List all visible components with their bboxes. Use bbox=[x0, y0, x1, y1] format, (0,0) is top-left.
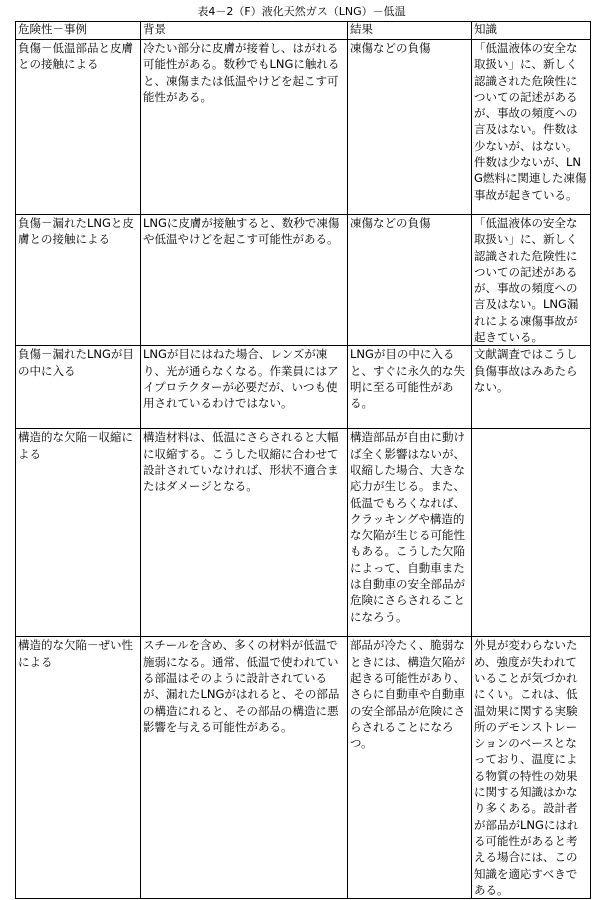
cell-background: LNGに皮膚が接触すると、数秒で凍傷や低温やけどを起こす可能性がある。 bbox=[141, 215, 348, 346]
cell-hazard: 負傷－漏れたLNGと皮膚との接触による bbox=[16, 215, 141, 346]
cell-hazard: 負傷－低温部品と皮膚との接触による bbox=[16, 40, 141, 215]
table-title: 表4－2（F）液化天然ガス（LNG）－低温 bbox=[197, 5, 406, 18]
header-hazard: 危険性－事例 bbox=[16, 22, 141, 40]
cell-hazard: 構造的な欠陥－収縮による bbox=[16, 429, 141, 637]
cell-knowledge bbox=[472, 429, 591, 637]
table-row bbox=[16, 429, 591, 637]
cell-background: LNGが目にはねた場合、レンズが凍り、光が通らなくなる。作業員にはアイプロテクターが必要だが、いつも使用されているわけではない。 bbox=[141, 346, 348, 429]
header-result: 結果 bbox=[348, 22, 472, 40]
table-row bbox=[16, 40, 591, 215]
cell-background: 構造材料は、低温にさらされると大幅に収縮する。こうした収縮に合わせて設計されていなければ、形状不適合またはダメージとなる。 bbox=[141, 429, 348, 637]
cell-knowledge: 「低温液体の安全な取扱い」に、新しく認識された危険性についての記述があるが、事故の頻度への言及はない。LNG漏れによる凍傷事故が起きている。 bbox=[472, 215, 591, 346]
cell-background: スチールを含め、多くの材料が低温で施弱になる。通常、低温で使われている部温はそのように設計されているが、漏れたLNGがはれると、その部品の構造にれると、その部品の構造に悪影響を与える可能性がある。 bbox=[141, 637, 348, 899]
cell-knowledge: 文献調査ではこうし負傷事故はみあたらない。 bbox=[472, 346, 591, 429]
cell-knowledge: 「低温液体の安全な取扱い」に、新しく認識された危険性についての記述があるが、事故の頻度への言及はない。件数は少ないが、はない。件数は少ないが、LNG燃料に関連した凍傷事故が起きている。 bbox=[472, 40, 591, 215]
cell-knowledge: 外見が変わらないため、強度が失われていることが気づかれにくい。これは、低温効果に関する実験所のデモンストレーションのベースとなっており、温度による物質の特性の効果に関する知識はかなり多くある。設計者が部品がLNGにはれる可能性があると考える場合には、この知識を適応すべきである。 bbox=[472, 637, 591, 899]
header-background: 背景 bbox=[141, 22, 348, 40]
cell-hazard: 構造的な欠陥－ぜい性による bbox=[16, 637, 141, 899]
cell-result: 構造部品が自由に動けば全く影響はないが、収縮した場合、大きな応力が生じる。また、低温でもろくなれば、クラッキングや構造的な欠陥が生じる可能性もある。こうした欠陥によって、自動車または自動車の安全部品が危険にさらされることになろう。 bbox=[348, 429, 472, 637]
table-row bbox=[16, 637, 591, 899]
header-row bbox=[16, 22, 591, 40]
cell-background: 冷たい部分に皮膚が接着し、はがれる可能性がある。数秒でもLNGに触れると、凍傷または低温やけどを起こす可能性がある。 bbox=[141, 40, 348, 215]
cell-result: LNGが目の中に入ると、すぐに永久的な失明に至る可能性がある。 bbox=[348, 346, 472, 429]
cell-hazard: 負傷－漏れたLNGが目の中に入る bbox=[16, 346, 141, 429]
cell-result: 部品が冷たく、脆弱なときには、構造欠陥が起きる可能性があり、さらに自動車や自動車の安全部品が危険にさらされることになろつ。 bbox=[348, 637, 472, 899]
table-row bbox=[16, 215, 591, 346]
hazard-table bbox=[15, 21, 591, 899]
cell-result: 凍傷などの負傷 bbox=[348, 215, 472, 346]
cell-result: 凍傷などの負傷 bbox=[348, 40, 472, 215]
table-row bbox=[16, 346, 591, 429]
header-knowledge: 知識 bbox=[472, 22, 591, 40]
